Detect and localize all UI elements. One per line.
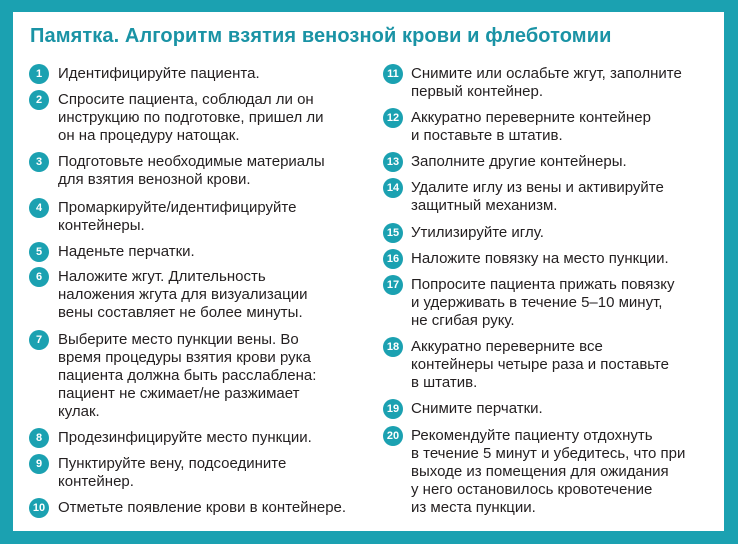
step-line: для взятия венозной крови. [58,171,251,188]
step-line: пациент не сжимает/не разжимает [58,385,300,402]
step-text [411,65,682,101]
step-line: Идентифицируйте пациента. [58,65,260,82]
step-number-badge: 6 [29,267,49,287]
step-line: в штатив. [411,374,478,391]
step-line: и поставьте в штатив. [411,127,563,144]
step-line: Заполните другие контейнеры. [411,153,627,170]
step-line: защитный механизм. [411,197,558,214]
step-line: Отметьте появление крови в контейнере. [58,499,347,516]
step-line: Аккуратно переверните все [411,338,603,355]
step-line: Спросите пациента, соблюдал ли он [58,91,314,108]
step-number-badge: 15 [383,223,403,243]
step-text [411,427,685,517]
step-number-badge: 18 [383,337,403,357]
step-number-badge: 19 [383,399,403,419]
step-text [58,243,195,261]
step-line: Снимите или ослабьте жгут, заполните [411,65,682,82]
step-number-badge: 12 [383,108,403,128]
step-text [58,331,316,421]
step-text [58,199,296,235]
step-line: Наложите жгут. Длительность [58,268,266,285]
step-line: Удалите иглу из вены и активируйте [411,179,664,196]
step-number-badge: 4 [29,198,49,218]
step-number-badge: 10 [29,498,49,518]
step-line: контейнер. [58,473,134,490]
step-line: время процедуры взятия крови рука [58,349,311,366]
step-line: Рекомендуйте пациенту отдохнуть [411,427,653,444]
step-line: выходе из помещения для ожидания [411,463,669,480]
step-text [411,224,544,242]
step-line: кулак. [58,403,100,420]
step-line: пациента должна быть расслаблена: [58,367,317,384]
step-line: Наденьте перчатки. [58,243,195,260]
step-number-badge: 5 [29,242,49,262]
step-number-badge: 7 [29,330,49,350]
step-text [58,91,324,145]
step-line: Промаркируйте/идентифицируйте [58,199,297,216]
step-line: инструкцию по подготовке, пришел ли [58,109,324,126]
step-number-badge: 3 [29,152,49,172]
step-number-badge: 11 [383,64,403,84]
step-text [58,268,308,322]
step-number-badge: 1 [29,64,49,84]
step-line: Продезинфицируйте место пункции. [58,429,312,446]
step-line: Пунктируйте вену, подсоедините [58,455,287,472]
step-line: Выберите место пункции вены. Во [58,331,299,348]
step-line: в течение 5 минут и убедитесь, что при [411,445,686,462]
step-text [58,153,325,189]
step-number-badge: 14 [383,178,403,198]
step-number-badge: 8 [29,428,49,448]
step-line: у него остановилось кровотечение [411,481,653,498]
step-line: из места пункции. [411,499,536,516]
step-line: контейнеры четыре раза и поставьте [411,356,669,373]
step-text [58,429,312,447]
step-number-badge: 2 [29,90,49,110]
step-text [411,153,627,171]
step-line: контейнеры. [58,217,145,234]
step-text [411,179,664,215]
step-line: не сгибая руку. [411,312,515,329]
step-line: Подготовьте необходимые материалы [58,153,325,170]
step-line: вены составляет не более минуты. [58,304,303,321]
step-number-badge: 13 [383,152,403,172]
step-line: первый контейнер. [411,83,544,100]
step-text [411,338,669,392]
step-line: Утилизируйте иглу. [411,224,544,241]
page-title: Памятка. Алгоритм взятия венозной крови и флеботомии [30,25,612,47]
step-number-badge: 17 [383,275,403,295]
step-text [58,455,286,491]
step-line: и удерживать в течение 5–10 минут, [411,294,663,311]
step-text [411,276,675,330]
step-text [58,65,260,83]
step-number-badge: 16 [383,249,403,269]
step-number-badge: 20 [383,426,403,446]
memo-sheet [13,12,724,531]
step-number-badge: 9 [29,454,49,474]
step-text [411,400,543,418]
step-line: Наложите повязку на место пункции. [411,250,669,267]
step-line: Попросите пациента прижать повязку [411,276,675,293]
step-text [411,250,669,268]
step-line: Снимите перчатки. [411,400,543,417]
step-text [58,499,346,517]
step-line: Аккуратно переверните контейнер [411,109,651,126]
step-text [411,109,651,145]
step-line: он на процедуру натощак. [58,127,240,144]
step-line: наложения жгута для визуализации [58,286,308,303]
